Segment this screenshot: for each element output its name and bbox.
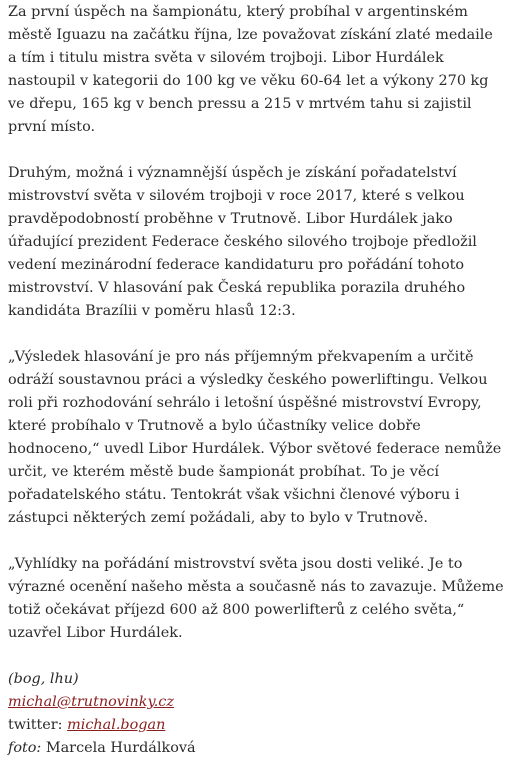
twitter-handle-link[interactable]: michal.bogan	[67, 717, 166, 733]
photo-credit-line	[8, 737, 506, 760]
author-initials: (bog, lhu)	[8, 671, 79, 687]
twitter-line	[8, 714, 506, 737]
article-paragraph-2: Druhým, možná i významnější úspěch je získání pořadatelství mistrovství světa v silovém trojboji v roce 2017, které s velkou pravděpodobností proběhne v Trutnově. Libor Hurdálek jako úřadující prezident Federace českého silového trojboje předložil vedení mezinárodní federace kandidaturu pro pořádání tohoto mistrovství. V hlasování pak Česká republika porazila druhého kandidáta Brazílii v poměru hlasů 12:3.	[8, 165, 477, 319]
twitter-label: twitter:	[8, 717, 68, 733]
article-body	[8, 1, 506, 760]
author-email-link[interactable]: michal@trutnovinky.cz	[8, 694, 174, 710]
photo-label: foto:	[8, 740, 42, 756]
photo-author: Marcela Hurdálková	[41, 740, 196, 756]
email-line	[8, 691, 506, 714]
article-paragraph-1: Za první úspěch na šampionátu, který probíhal v argentinském městě Iguazu na začátku října, lze považovat získání zlaté medaile a tím i titulu mistra světa v silovém trojboji. Libor Hurdálek nastoupil v kategorii do 100 kg ve věku 60-64 let a výkony 270 kg ve dřepu, 165 kg v bench pressu a 215 v mrtvém tahu si zajistil první místo.	[8, 4, 493, 135]
article-paragraph-4: „Vyhlídky na pořádání mistrovství světa jsou dosti veliké. Je to výrazné ocenění našeho města a současně nás to zavazuje. Můžeme totiž očekávat příjezd 600 až 800 powerlifterů z celého světa,“ uzavřel Libor Hurdálek.	[8, 556, 504, 641]
article-paragraph-3: „Výsledek hlasování je pro nás příjemným překvapením a určitě odráží soustavnou práci a výsledky českého powerliftingu. Velkou roli při rozhodování sehrálo i letošní úspěšné mistrovství Evropy, které probíhalo v Trutnově a bylo účastníky velice dobře hodnoceno,“ uvedl Libor Hurdálek. Výbor světové federace nemůže určit, ve kterém městě bude šampionát probíhat. To je věcí pořadatelského státu. Tentokrát však všichni členové výboru i zástupci některých zemí požádali, aby to bylo v Trutnově.	[8, 349, 502, 526]
article-credits	[8, 668, 506, 760]
